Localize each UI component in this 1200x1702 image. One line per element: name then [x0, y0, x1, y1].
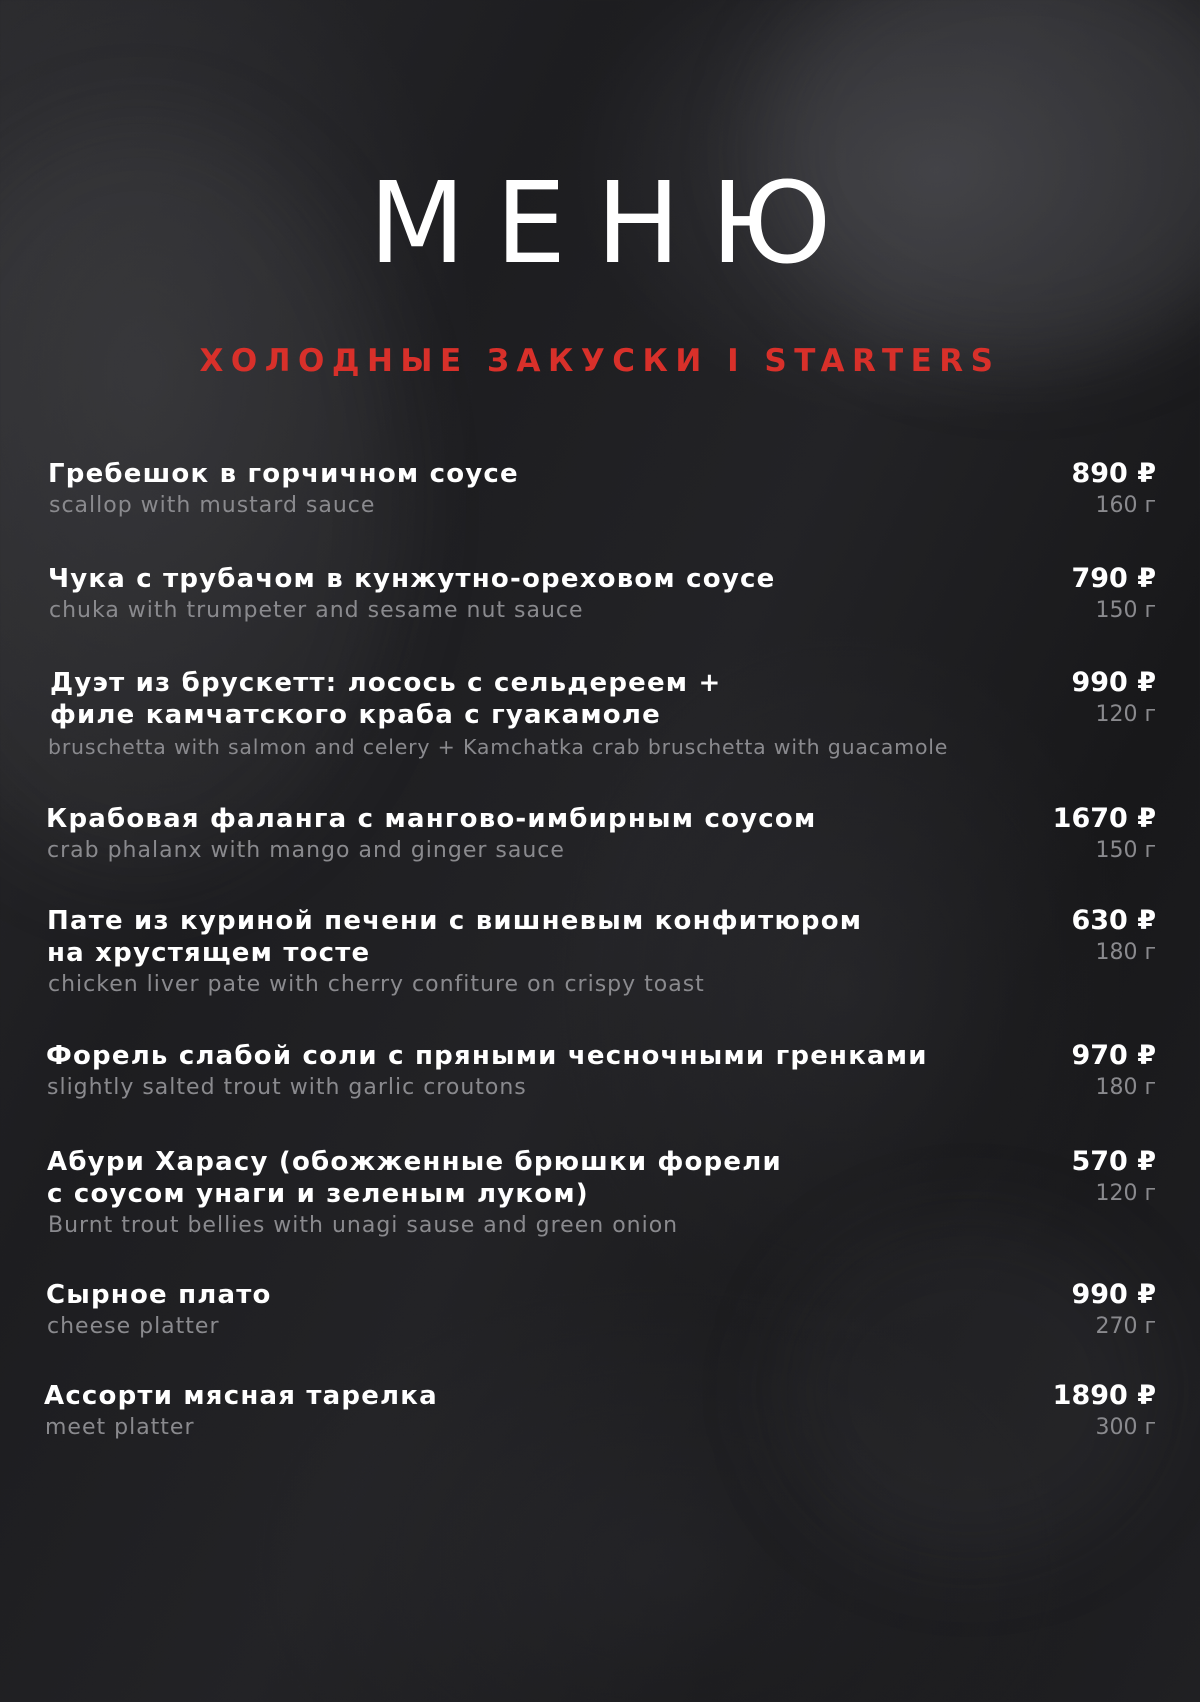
item-name: Сырное плато — [46, 1280, 272, 1310]
item-weight: 150 г — [1095, 598, 1156, 623]
item-description: cheese platter — [47, 1314, 220, 1339]
item-description: slightly salted trout with garlic croutons — [47, 1075, 527, 1100]
item-price: 570 ₽ — [1071, 1146, 1156, 1177]
item-weight: 180 г — [1095, 940, 1156, 965]
item-name: Гребешок в горчичном соусе — [48, 459, 519, 489]
item-name: Крабовая фаланга с мангово-имбирным соусом — [46, 804, 817, 834]
item-weight: 120 г — [1095, 702, 1156, 727]
item-description: chuka with trumpeter and sesame nut sauce — [49, 598, 584, 623]
item-price: 970 ₽ — [1071, 1040, 1156, 1071]
item-description: chicken liver pate with cherry confiture on crispy toast — [48, 972, 705, 997]
item-name-line-1: Пате из куриной печени с вишневым конфитюром — [47, 906, 863, 936]
item-price: 1670 ₽ — [1052, 803, 1156, 834]
item-name-line-2: филе камчатского краба с гуакамоле — [50, 700, 661, 730]
item-description: meet platter — [45, 1415, 195, 1440]
item-weight: 300 г — [1095, 1415, 1156, 1440]
item-name: Чука с трубачом в кунжутно-ореховом соусе — [48, 564, 776, 594]
item-price: 1890 ₽ — [1052, 1380, 1156, 1411]
item-weight: 150 г — [1095, 838, 1156, 863]
item-price: 790 ₽ — [1071, 563, 1156, 594]
item-price: 890 ₽ — [1071, 458, 1156, 489]
item-description: crab phalanx with mango and ginger sauce — [47, 838, 565, 863]
item-name: Форель слабой соли с пряными чесночными гренками — [46, 1041, 928, 1071]
item-weight: 270 г — [1095, 1314, 1156, 1339]
item-name-line-1: Дуэт из брускетт: лосось с сельдереем + — [50, 668, 722, 698]
item-name-line-2: на хрустящем тосте — [47, 938, 371, 968]
item-description: bruschetta with salmon and celery + Kamchatka crab bruschetta with guacamole — [48, 735, 949, 759]
item-price: 990 ₽ — [1071, 667, 1156, 698]
item-name: Ассорти мясная тарелка — [44, 1381, 438, 1411]
item-weight: 120 г — [1095, 1181, 1156, 1206]
section-title: ХОЛОДНЫЕ ЗАКУСКИ I STARTERS — [199, 343, 1001, 379]
item-price: 990 ₽ — [1071, 1279, 1156, 1310]
item-weight: 160 г — [1095, 493, 1156, 518]
menu-title: МЕНЮ — [368, 159, 862, 289]
item-name-line-1: Абури Харасу (обожженные брюшки форели — [47, 1147, 782, 1177]
item-weight: 180 г — [1095, 1075, 1156, 1100]
item-description: scallop with mustard sauce — [49, 493, 376, 518]
item-price: 630 ₽ — [1071, 905, 1156, 936]
item-name-line-2: с соусом унаги и зеленым луком) — [47, 1179, 589, 1209]
item-description: Burnt trout bellies with unagi sause and green onion — [48, 1213, 679, 1238]
